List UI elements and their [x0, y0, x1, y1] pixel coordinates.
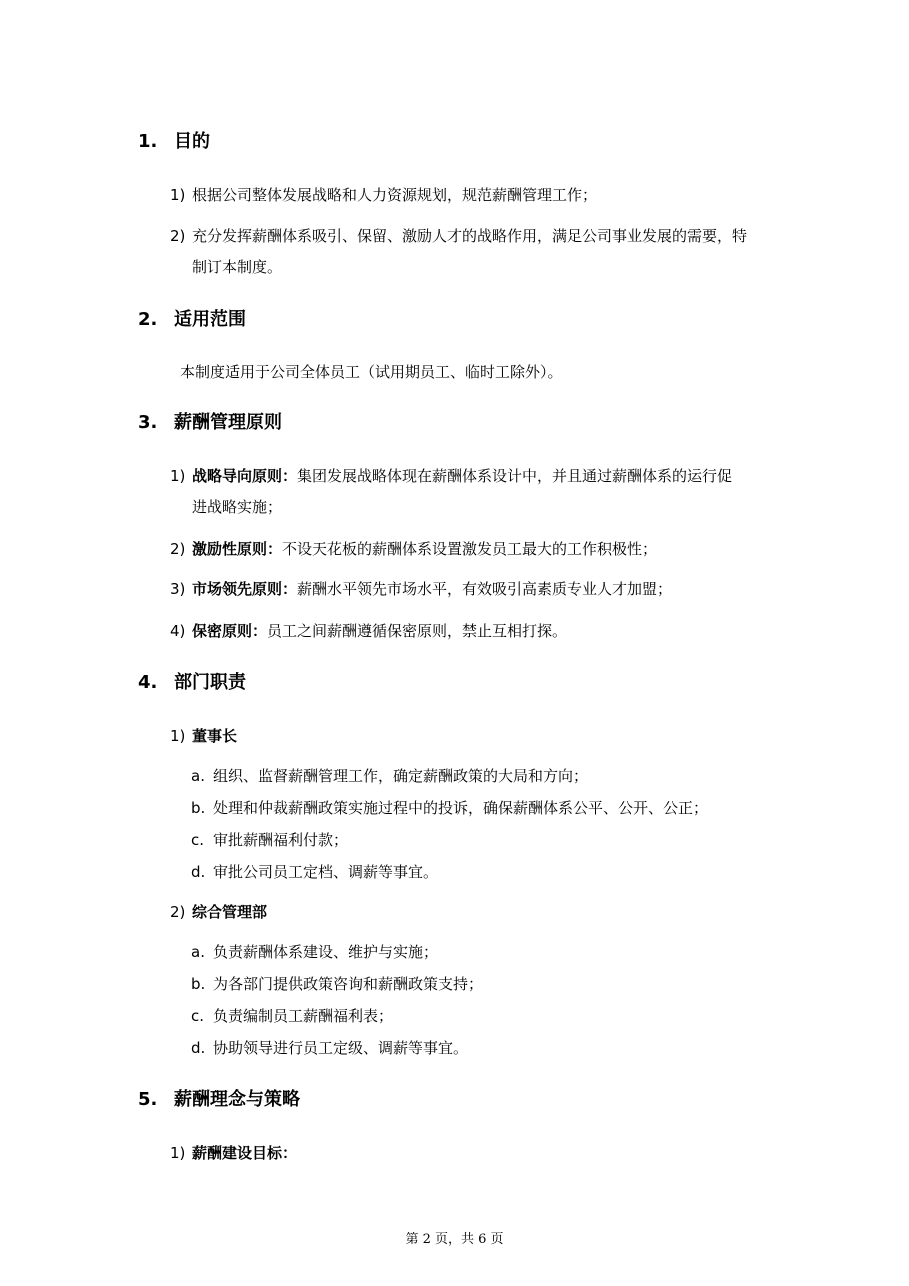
sub-list-item: [191, 1037, 468, 1059]
sub-list-item: [191, 941, 438, 963]
item-number: 4): [170, 622, 186, 640]
sub-list-item: [191, 797, 708, 819]
sub-item-text: 处理和仲裁薪酬政策实施过程中的投诉，确保薪酬体系公平、公开、公正；: [213, 799, 709, 817]
sub-item-letter: c.: [191, 1007, 205, 1025]
sub-item-letter: c.: [191, 831, 205, 849]
sub-item-letter: a.: [191, 767, 205, 785]
sub-list-item: [191, 1005, 393, 1027]
item-text-continuation: 进战略实施；: [192, 498, 283, 516]
sub-item-letter: a.: [191, 943, 205, 961]
section-1-heading: [138, 131, 210, 153]
item-text: 集团发展战略体现在薪酬体系设计中，并且通过薪酬体系的运行促: [297, 467, 733, 485]
section-number: 1.: [138, 131, 158, 152]
section-number: 4.: [138, 672, 158, 693]
sub-item-text: 负责编制员工薪酬福利表；: [213, 1007, 394, 1025]
group-number: 1): [170, 1144, 186, 1162]
item-text: 不设天花板的薪酬体系设置激发员工最大的工作积极性；: [282, 540, 658, 558]
item-number: 1): [170, 186, 186, 204]
group-number: 1): [170, 727, 186, 745]
section-4-heading: [138, 672, 246, 694]
page-footer: 第 2 页，共 6 页: [405, 1232, 504, 1247]
sub-item-text: 协助领导进行员工定级、调薪等事宜。: [213, 1039, 469, 1057]
section-title: 薪酬理念与策略: [174, 1089, 300, 1110]
section-3-heading: [138, 412, 282, 434]
item-label: 保密原则：: [192, 622, 268, 640]
sub-list-item: [191, 829, 348, 851]
sub-item-letter: d.: [191, 1039, 206, 1057]
group-heading: [170, 1142, 297, 1164]
section-title: 部门职责: [174, 672, 246, 693]
group-title: 董事长: [192, 727, 238, 745]
group-title: 综合管理部: [192, 903, 268, 921]
list-item: [170, 578, 672, 600]
sub-item-text: 负责薪酬体系建设、维护与实施；: [213, 943, 439, 961]
list-item: [170, 465, 732, 487]
sub-item-text: 审批公司员工定档、调薪等事宜。: [213, 863, 439, 881]
item-number: 2): [170, 540, 186, 558]
sub-list-item: [191, 765, 588, 787]
item-text: 根据公司整体发展战略和人力资源规划，规范薪酬管理工作；: [192, 186, 598, 204]
item-label: 市场领先原则：: [192, 580, 298, 598]
section-number: 3.: [138, 412, 158, 433]
list-item: [170, 225, 747, 247]
item-text-continuation: 制订本制度。: [192, 258, 283, 276]
item-label: 激励性原则：: [192, 540, 283, 558]
section-2-heading: [138, 309, 246, 331]
section-title: 适用范围: [174, 309, 246, 330]
sub-list-item: [191, 973, 483, 995]
group-heading: [170, 725, 237, 747]
list-item: [170, 620, 567, 642]
sub-item-letter: d.: [191, 863, 206, 881]
sub-item-text: 为各部门提供政策咨询和薪酬政策支持；: [213, 975, 484, 993]
item-text: 充分发挥薪酬体系吸引、保留、激励人才的战略作用，满足公司事业发展的需要，特: [192, 227, 748, 245]
item-label: 战略导向原则：: [192, 467, 298, 485]
item-text: 薪酬水平领先市场水平，有效吸引高素质专业人才加盟；: [297, 580, 673, 598]
section-title: 目的: [174, 131, 210, 152]
sub-item-text: 审批薪酬福利付款；: [213, 831, 349, 849]
item-number: 1): [170, 467, 186, 485]
sub-item-text: 组织、监督薪酬管理工作，确定薪酬政策的大局和方向；: [213, 767, 589, 785]
section-title: 薪酬管理原则: [174, 412, 282, 433]
group-heading: [170, 901, 267, 923]
list-item: [170, 184, 597, 206]
section-number: 2.: [138, 309, 158, 330]
item-number: 2): [170, 227, 186, 245]
group-title: 薪酬建设目标：: [192, 1144, 298, 1162]
sub-item-letter: b.: [191, 975, 206, 993]
sub-list-item: [191, 861, 438, 883]
sub-item-letter: b.: [191, 799, 206, 817]
list-item: [170, 538, 657, 560]
group-number: 2): [170, 903, 186, 921]
item-number: 3): [170, 580, 186, 598]
section-number: 5.: [138, 1089, 158, 1110]
section-5-heading: [138, 1089, 300, 1111]
paragraph: 本制度适用于公司全体员工（试用期员工、临时工除外）。: [180, 363, 563, 381]
item-text: 员工之间薪酬遵循保密原则，禁止互相打探。: [267, 622, 568, 640]
